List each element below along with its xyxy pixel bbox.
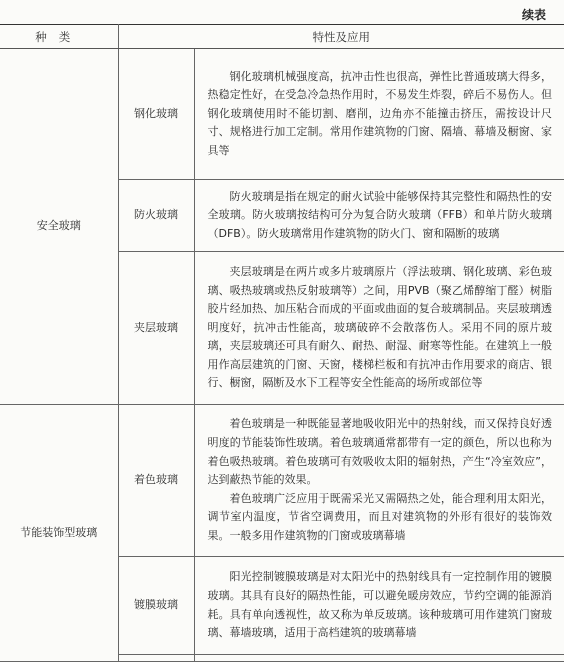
description-paragraph: 钢化玻璃机械强度高，抗冲击性也很高，弹性比普通玻璃大得多，热稳定性好，在受急冷急热作用时，不易发生炸裂，碎后不易伤人。但钢化玻璃使用时不能切割、磨削，边角亦不能撞击挤压，需按设计尺寸、规格进行加工定制。常用作建筑物的门窗、隔墙、幕墙及橱窗、家具等: [207, 69, 552, 157]
subtype-description-cut: [194, 655, 564, 662]
continued-label: 续表: [521, 8, 546, 22]
subtype-name: 夹层玻璃: [118, 252, 194, 405]
category-safety-glass: 安全玻璃: [0, 49, 118, 405]
glass-types-table: [0, 24, 564, 662]
subtype-name: 镀膜玻璃: [118, 557, 194, 655]
description-paragraph: 阳光控制镀膜玻璃是对太阳光中的热射线具有一定控制作用的镀膜玻璃。其具有良好的隔热性能，可以避免暖房效应，节约空调的能源消耗。具有单向透视性，故又称为单反玻璃。该种玻璃可用作建筑门窗玻璃、幕墙玻璃，适用于高档建筑的玻璃幕墙: [207, 570, 552, 640]
subtype-description: [194, 405, 564, 557]
subtype-description: [194, 252, 564, 405]
subtype-name-cut: [118, 655, 194, 662]
description-paragraph: 着色玻璃广泛应用于既需采光又需隔热之处，能合理利用太阳光，调节室内温度，节省空调费用，而且对建筑物的外形有很好的装饰效果。一般多用作建筑物的门窗或玻璃幕墙: [207, 491, 552, 542]
description-paragraph: 着色玻璃是一种既能显著地吸收阳光中的热射线，而又保持良好透明度的节能装饰性玻璃。着色玻璃通常都带有一定的颜色，所以也称为着色吸热玻璃。着色玻璃可有效吸收太阳的辐射热，产生“冷室效应”，达到蔽热节能的效果。: [207, 417, 552, 487]
subtype-description: [194, 49, 564, 180]
subtype-name: 钢化玻璃: [118, 49, 194, 180]
subtype-name: 防火玻璃: [118, 180, 194, 252]
description-paragraph: 防火玻璃是指在规定的耐火试验中能够保持其完整性和隔热性的安全玻璃。防火玻璃按结构可分为复合防火玻璃（FFB）和单片防火玻璃（DFB）。防火玻璃常用作建筑物的防火门、窗和隔断的玻璃: [207, 189, 552, 240]
header-category: 种类: [0, 25, 118, 49]
table-header-row: [0, 25, 564, 49]
subtype-description: [194, 557, 564, 655]
table-row: [0, 49, 564, 180]
table-row: [0, 405, 564, 557]
subtype-description: [194, 180, 564, 252]
subtype-name: 着色玻璃: [118, 405, 194, 557]
category-energy-saving-glass: 节能装饰型玻璃: [0, 405, 118, 662]
header-feature: 特性及应用: [118, 25, 564, 49]
description-paragraph: 夹层玻璃是在两片或多片玻璃原片（浮法玻璃、钢化玻璃、彩色玻璃、吸热玻璃或热反射玻璃等）之间，用PVB（聚乙烯醇缩丁醛）树脂胶片经加热、加压粘合而成的平面或曲面的复合玻璃制品。夹层玻璃透明度好，抗冲击性能高，玻璃破碎不会散落伤人。采用不同的原片玻璃，夹层玻璃还可具有耐久、耐热、耐湿、耐寒等性能。在建筑上一般用作高层建筑的门窗、天窗，楼梯栏板和有抗冲击作用要求的商店、银行、橱窗，隔断及水下工程等安全性能高的场所或部位等: [207, 264, 552, 390]
